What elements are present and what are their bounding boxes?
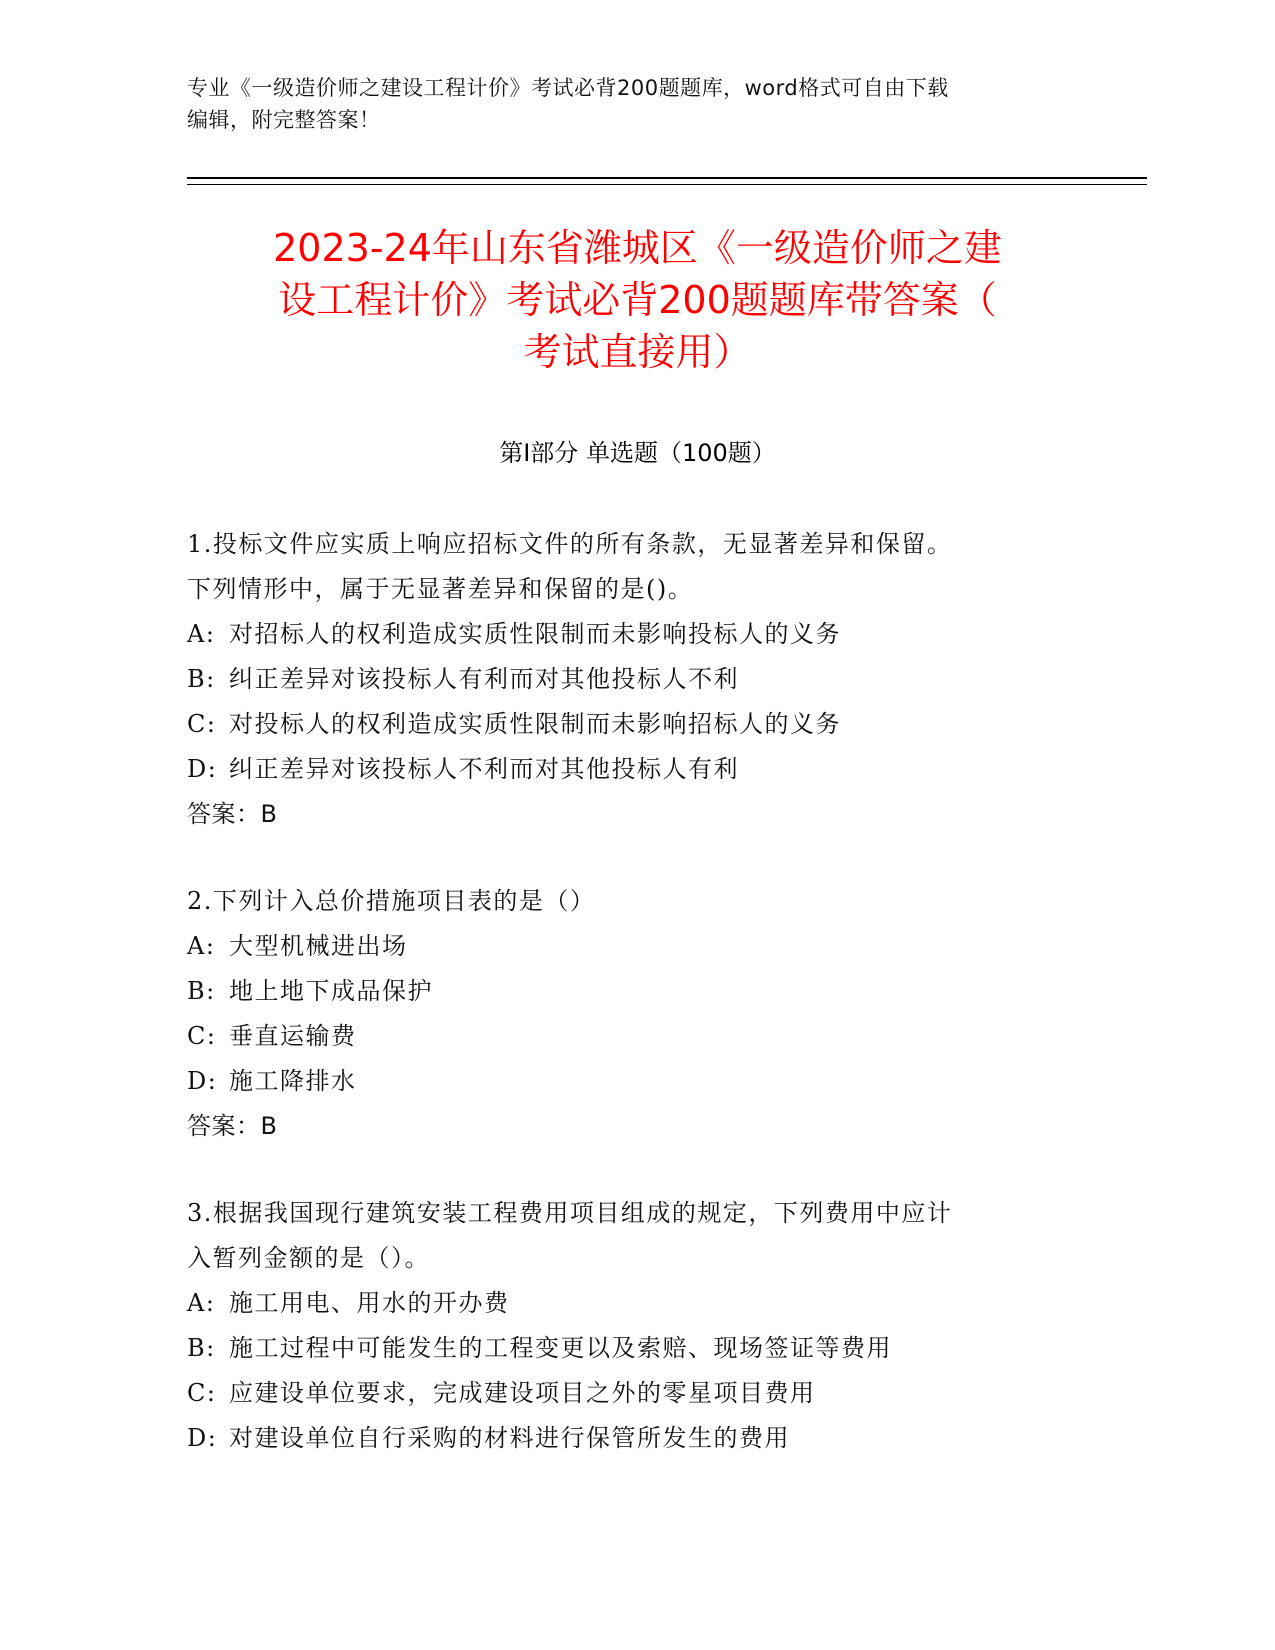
title-line: 设工程计价》考试必背200题题库带答案（: [278, 278, 997, 322]
option-key: C:: [187, 1379, 217, 1407]
option-key: A:: [187, 620, 216, 648]
option-key: B:: [187, 1334, 216, 1362]
option-b: [187, 969, 1067, 1014]
question-stem: 入暂列金额的是（）。: [187, 1244, 430, 1272]
question-item: [187, 1191, 1067, 1461]
option-d: [187, 1059, 1067, 1104]
option-c: [187, 702, 1067, 747]
option-key: C:: [187, 1022, 217, 1050]
title-line: 考试直接用）: [523, 330, 752, 374]
option-d: [187, 747, 1067, 792]
header-note-line: 编辑，附完整答案！: [187, 108, 381, 132]
header-divider-thick: [187, 177, 1147, 179]
question-item: [187, 879, 1067, 1149]
option-a: [187, 1281, 1067, 1326]
answer-line: 答案：B: [187, 800, 278, 828]
option-c: [187, 1014, 1067, 1059]
answer-line: 答案：B: [187, 1112, 278, 1140]
option-a: [187, 612, 1067, 657]
option-text: 对建设单位自行采购的材料进行保管所发生的费用: [229, 1424, 790, 1452]
option-a: [187, 924, 1067, 969]
question-item: [187, 522, 1067, 837]
title-line: 2023-24年山东省潍城区《一级造价师之建: [273, 226, 1002, 270]
option-c: [187, 1371, 1067, 1416]
question-stem: 1.投标文件应实质上响应招标文件的所有条款，无显著差异和保留。: [187, 530, 953, 558]
option-text: 大型机械进出场: [229, 932, 408, 960]
question-stem: 2.下列计入总价措施项目表的是（）: [187, 887, 596, 915]
option-text: 地上地下成品保护: [229, 977, 433, 1005]
option-key: D:: [187, 755, 218, 783]
option-key: A:: [187, 932, 216, 960]
option-b: [187, 657, 1067, 702]
question-list: [187, 522, 1067, 1503]
option-d: [187, 1416, 1067, 1461]
option-key: C:: [187, 710, 217, 738]
section-heading: 第I部分 单选题（100题）: [499, 439, 776, 467]
option-text: 纠正差异对该投标人有利而对其他投标人不利: [229, 665, 739, 693]
option-b: [187, 1326, 1067, 1371]
option-text: 垂直运输费: [229, 1022, 357, 1050]
question-stem: 3.根据我国现行建筑安装工程费用项目组成的规定，下列费用中应计: [187, 1199, 953, 1227]
option-text: 施工过程中可能发生的工程变更以及索赔、现场签证等费用: [229, 1334, 892, 1362]
option-key: B:: [187, 665, 216, 693]
option-text: 施工用电、用水的开办费: [229, 1289, 510, 1317]
header-note: [187, 72, 1087, 136]
question-stem: 下列情形中，属于无显著差异和保留的是()。: [187, 575, 694, 603]
header-divider-thin: [187, 184, 1147, 185]
header-note-line: 专业《一级造价师之建设工程计价》考试必背200题题库，word格式可自由下载: [187, 76, 949, 100]
document-title: [160, 222, 1115, 378]
option-text: 应建设单位要求，完成建设项目之外的零星项目费用: [229, 1379, 816, 1407]
option-text: 施工降排水: [229, 1067, 357, 1095]
option-key: D:: [187, 1424, 218, 1452]
option-key: A:: [187, 1289, 216, 1317]
option-key: D:: [187, 1067, 218, 1095]
option-text: 纠正差异对该投标人不利而对其他投标人有利: [229, 755, 739, 783]
option-key: B:: [187, 977, 216, 1005]
option-text: 对招标人的权利造成实质性限制而未影响投标人的义务: [229, 620, 841, 648]
option-text: 对投标人的权利造成实质性限制而未影响招标人的义务: [229, 710, 841, 738]
